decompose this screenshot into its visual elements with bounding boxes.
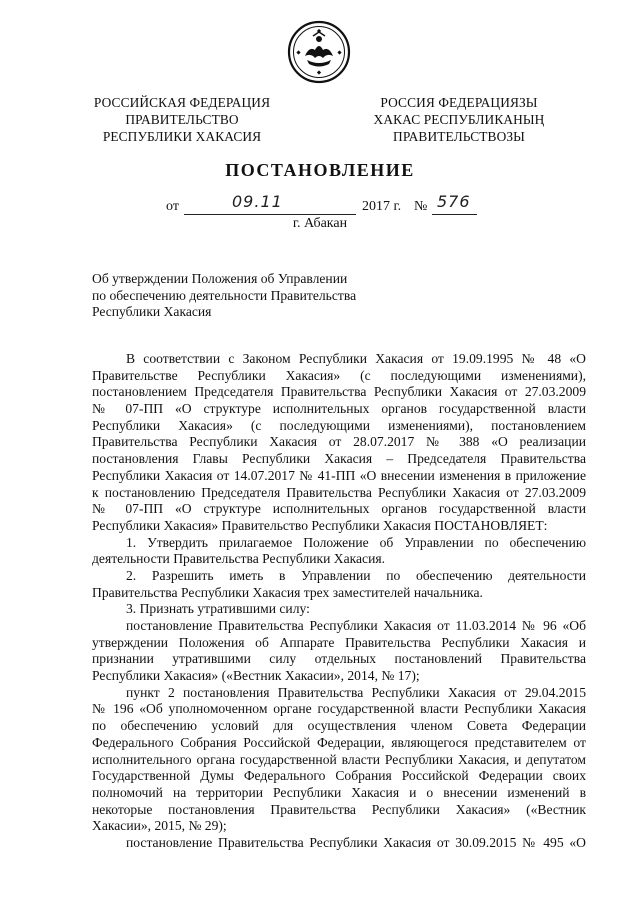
- body-line: постановление Правительства Республики Хакасия от 11.03.2014 № 96 «Об: [126, 618, 586, 633]
- header-right-line-3: ПРАВИТЕЛЬСТВОЗЫ: [393, 129, 525, 144]
- body-line: № 07-ПП «О структуре исполнительных органов государственной власти: [92, 401, 586, 417]
- body-line: постановление Правительства Республики Хакасия от 30.09.2015 № 495 «О: [126, 834, 586, 850]
- document-title: ПОСТАНОВЛЕНИЕ: [225, 160, 415, 180]
- date-underline: [184, 214, 356, 215]
- body-line: Государственной Думы Федерального Собрания Российской Федерации своих: [92, 768, 586, 784]
- body-line: Правительства Республики Хакасия трех заместителей начальника.: [92, 584, 483, 600]
- city: г. Абакан: [292, 216, 348, 231]
- number-underline: [432, 214, 477, 215]
- header-right-line-2: ХАКАС РЕСПУБЛИКАНЫҢ: [373, 112, 545, 127]
- header-right-line-1: РОССИЯ ФЕДЕРАЦИЯЗЫ: [380, 95, 538, 110]
- subject-line: по обеспечению деятельности Правительства: [92, 287, 357, 303]
- header-left-line-3: РЕСПУБЛИКИ ХАКАСИЯ: [102, 129, 262, 144]
- body-line: пункт 2 постановления Правительства Республики Хакасия от 29.04.2015: [126, 684, 586, 700]
- body-line: Правительстве Республики Хакасия» (с последующими изменениями),: [92, 367, 586, 383]
- coat-of-arms-emblem-icon: [287, 20, 351, 84]
- body-line: Федерального Собрания Российской Федерации, являющегося представителем от: [92, 734, 586, 750]
- body-line: Республики Хакасия от 14.07.2017 № 41-ПП «О внесении изменения в приложение: [92, 467, 586, 483]
- date-prefix: от: [166, 199, 179, 214]
- date-and-number-line: [0, 192, 640, 218]
- body-line: Республики Хакасия» («Вестник Хакасии», 2014, № 17);: [92, 668, 420, 684]
- body-line: 1. Утвердить прилагаемое Положение об Управлении по обеспечению: [126, 534, 586, 550]
- handwritten-number: 576: [437, 192, 471, 211]
- body-line: исполнительного органа государственной власти Республики Хакасия, и депутатом: [92, 751, 586, 767]
- header-khakas: [354, 94, 564, 145]
- number-sign: №: [414, 199, 428, 214]
- body-line: Правительства Республики Хакасия от 28.07.2017 № 388 «О реализации: [92, 434, 586, 450]
- header-left-line-1: РОССИЙСКАЯ ФЕДЕРАЦИЯ: [93, 95, 271, 110]
- document-subject: [92, 271, 422, 321]
- date-year: 2017 г.: [362, 199, 402, 214]
- header-russian: [82, 94, 282, 145]
- handwritten-date: 09.11: [232, 192, 283, 211]
- subject-line: Об утверждении Положения об Управлении: [92, 271, 348, 286]
- body-line: № 07-ПП «О структуре исполнительных органов государственной власти: [92, 501, 586, 517]
- document-body: [92, 351, 586, 852]
- body-line: Республики Хакасия» Правительство Республики Хакасия ПОСТАНОВЛЯЕТ:: [92, 517, 548, 533]
- body-line: признании утратившими силу отдельных постановлений Правительства: [92, 651, 586, 667]
- body-line: Хакасии», 2015, № 29);: [92, 818, 227, 834]
- body-line: В соответствии с Законом Республики Хакасия от 19.09.1995 № 48 «О: [126, 351, 586, 366]
- body-line: по обеспечению условий для осуществления членом Совета Федерации: [92, 718, 586, 734]
- body-line: Республики Хакасия» (с последующими изменениями), постановлением: [92, 417, 586, 433]
- body-line: деятельности Правительства Республики Хакасия.: [92, 551, 385, 567]
- body-line: 2. Разрешить иметь в Управлении по обеспечению деятельности: [126, 567, 586, 583]
- body-line: к постановлению Председателя Правительства Республики Хакасия от 27.03.2009: [92, 484, 586, 500]
- body-line: некоторые постановления Правительства Республики Хакасия» («Вестник: [92, 801, 586, 817]
- header-left-line-2: ПРАВИТЕЛЬСТВО: [125, 112, 239, 127]
- body-line: постановлением Председателя Правительства Республики Хакасия от 27.03.2009: [92, 384, 586, 400]
- body-line: постановления Главы Республики Хакасия – Председателя Правительства: [92, 451, 586, 467]
- body-line: № 196 «Об уполномоченном органе государственной власти Республики Хакасия: [92, 701, 586, 717]
- subject-line: Республики Хакасия: [92, 304, 212, 320]
- body-line: полномочий на территории Республики Хакасия и о внесении изменений в: [92, 784, 586, 800]
- body-line: утверждении Положения об Аппарате Правительства Республики Хакасия и: [92, 634, 586, 650]
- body-line: 3. Признать утратившими силу:: [126, 601, 310, 617]
